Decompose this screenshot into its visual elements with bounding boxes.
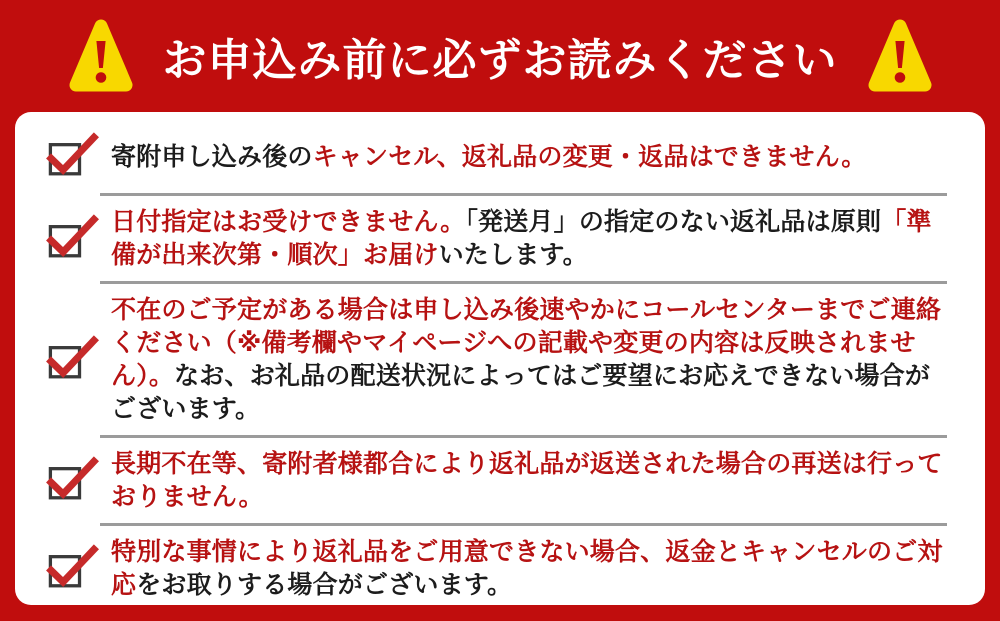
notice-text-segment: いたします。 — [438, 241, 588, 269]
notice-text-segment: 特別な事情により返礼品をご用意できない場合、返金とキャンセルのご対応 — [111, 538, 943, 599]
notice-text-segment: 不在のご予定がある場合は申し込み後速やかにコールセンターまでご連絡ください（※備考欄やマイページへの記載や変更の内容は反映されません）。 — [111, 296, 942, 390]
checked-checkbox-icon — [41, 334, 103, 387]
notice-item — [41, 195, 947, 283]
notice-text-segment: 寄附申し込み後の — [111, 143, 313, 171]
notice-text-segment: 日付指定はお受けできません。 — [111, 208, 466, 236]
notice-list — [41, 120, 947, 613]
notice-text-segment: 長期不在等、寄附者様都合により返礼品が返送された場合の再送は行っておりません。 — [111, 450, 943, 511]
checked-checkbox-icon — [41, 131, 103, 184]
notice-item — [41, 283, 947, 437]
notice-item — [41, 120, 947, 195]
checked-checkbox-icon — [41, 213, 103, 266]
notice-text — [111, 536, 947, 602]
notice-text — [111, 141, 947, 174]
notice-text-segment: 「準備が出来次第・順次」お届け — [111, 208, 932, 269]
notice-panel — [15, 112, 985, 605]
notice-item — [41, 437, 947, 525]
notice-text-segment: なお、お礼品の配送状況によってはご要望にお応えできない場合がございます。 — [111, 362, 931, 423]
page-title: お申込み前に必ずお読みください — [162, 36, 838, 85]
warning-triangle-icon-left — [69, 17, 133, 95]
checked-checkbox-icon — [41, 455, 103, 508]
notice-text — [111, 448, 947, 514]
notice-text-segment: 「発送月」の指定のない返礼品は原則 — [465, 208, 882, 236]
notice-text — [111, 206, 947, 272]
notice-item — [41, 525, 947, 613]
notice-text-segment: をお取りする場合がございます。 — [136, 571, 513, 599]
warning-triangle-icon-right — [868, 17, 932, 95]
header — [0, 0, 1000, 112]
notice-text-segment: キャンセル、返礼品の変更・返品はできません。 — [312, 143, 867, 171]
notice-text — [111, 294, 947, 426]
checked-checkbox-icon — [41, 543, 103, 596]
